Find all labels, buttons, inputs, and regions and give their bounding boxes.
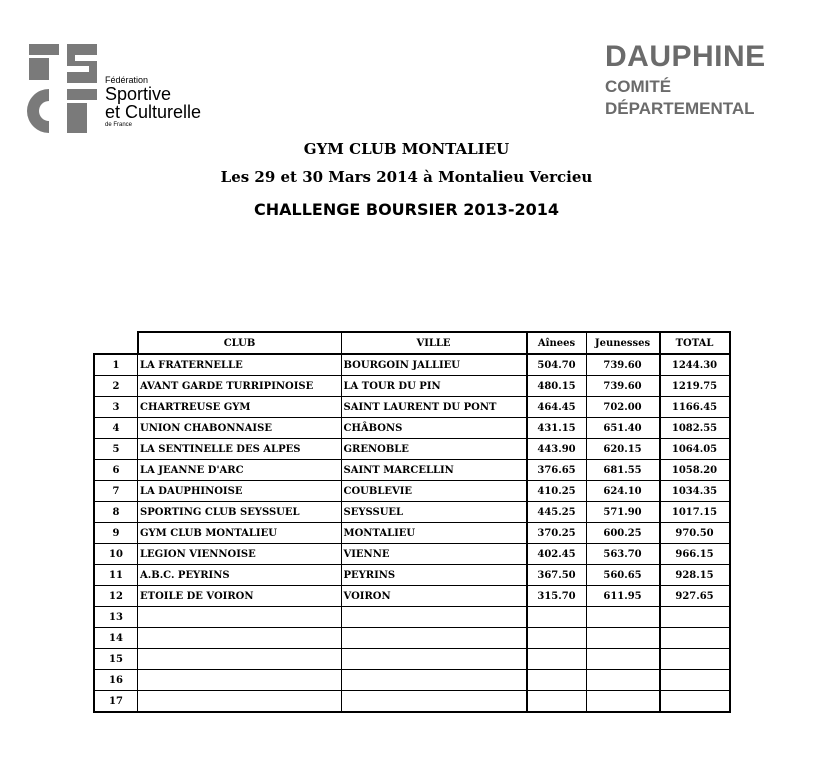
dauphine-departemental: DÉPARTEMENTAL [605, 99, 755, 118]
ainees-cell: 464.45 [527, 397, 587, 418]
rank-cell: 9 [94, 523, 138, 544]
jeunesses-cell [586, 649, 660, 670]
rank-cell: 16 [94, 670, 138, 691]
ainees-cell [527, 649, 587, 670]
ainees-cell: 431.15 [527, 418, 587, 439]
club-cell: ETOILE DE VOIRON [138, 586, 342, 607]
results-table [93, 331, 731, 713]
total-cell: 970.50 [660, 523, 730, 544]
total-cell: 1219.75 [660, 376, 730, 397]
rank-cell: 1 [94, 354, 138, 376]
logo-line-culturelle: et Culturelle [105, 102, 202, 122]
jeunesses-cell: 563.70 [586, 544, 660, 565]
challenge-title: CHALLENGE BOURSIER 2013-2014 [254, 200, 559, 219]
header-ainees: Aînees [527, 332, 587, 354]
ville-cell: MONTALIEU [341, 523, 527, 544]
ville-cell: SEYSSUEL [341, 502, 527, 523]
rank-cell: 8 [94, 502, 138, 523]
ville-cell: CHÂBONS [341, 418, 527, 439]
total-cell: 1034.35 [660, 481, 730, 502]
rank-cell: 2 [94, 376, 138, 397]
rank-cell: 10 [94, 544, 138, 565]
total-cell [660, 670, 730, 691]
jeunesses-cell [586, 628, 660, 649]
club-cell: AVANT GARDE TURRIPINOISE [138, 376, 342, 397]
fscf-logo [27, 42, 227, 134]
ville-cell: VOIRON [341, 586, 527, 607]
total-cell: 1017.15 [660, 502, 730, 523]
ainees-cell: 410.25 [527, 481, 587, 502]
table-row [94, 376, 730, 397]
ville-cell [341, 607, 527, 628]
table-row [94, 523, 730, 544]
jeunesses-cell: 620.15 [586, 439, 660, 460]
total-cell: 1244.30 [660, 354, 730, 376]
jeunesses-cell: 611.95 [586, 586, 660, 607]
header-club: CLUB [138, 332, 342, 354]
table-row [94, 586, 730, 607]
table-row [94, 418, 730, 439]
total-cell: 1166.45 [660, 397, 730, 418]
event-date: Les 29 et 30 Mars 2014 à Montalieu Vercieu [220, 168, 593, 186]
ainees-cell: 402.45 [527, 544, 587, 565]
ainees-cell: 443.90 [527, 439, 587, 460]
rank-cell: 15 [94, 649, 138, 670]
ainees-cell [527, 628, 587, 649]
ville-cell: SAINT MARCELLIN [341, 460, 527, 481]
jeunesses-cell: 702.00 [586, 397, 660, 418]
ainees-cell: 445.25 [527, 502, 587, 523]
rank-cell: 4 [94, 418, 138, 439]
ville-cell: PEYRINS [341, 565, 527, 586]
table-row [94, 670, 730, 691]
ainees-cell: 315.70 [527, 586, 587, 607]
ainees-cell [527, 691, 587, 713]
jeunesses-cell [586, 670, 660, 691]
club-cell [138, 649, 342, 670]
rank-cell: 5 [94, 439, 138, 460]
total-cell [660, 628, 730, 649]
logo-line-de-france: de France [105, 122, 133, 128]
jeunesses-cell: 651.40 [586, 418, 660, 439]
header-jeunesses: Jeunesses [586, 332, 660, 354]
dauphine-title: DAUPHINE [605, 40, 766, 73]
total-cell [660, 649, 730, 670]
ville-cell [341, 691, 527, 713]
ainees-cell: 376.65 [527, 460, 587, 481]
rank-cell: 11 [94, 565, 138, 586]
jeunesses-cell [586, 691, 660, 713]
total-cell [660, 691, 730, 713]
jeunesses-cell: 739.60 [586, 354, 660, 376]
ville-cell: SAINT LAURENT DU PONT [341, 397, 527, 418]
total-cell: 1058.20 [660, 460, 730, 481]
club-cell: A.B.C. PEYRINS [138, 565, 342, 586]
total-cell: 928.15 [660, 565, 730, 586]
ville-cell: LA TOUR DU PIN [341, 376, 527, 397]
ville-cell: COUBLEVIE [341, 481, 527, 502]
club-cell [138, 607, 342, 628]
ville-cell: VIENNE [341, 544, 527, 565]
jeunesses-cell: 739.60 [586, 376, 660, 397]
page-title: GYM CLUB MONTALIEU [303, 140, 510, 158]
rank-cell: 14 [94, 628, 138, 649]
table-row [94, 481, 730, 502]
rank-cell: 12 [94, 586, 138, 607]
ainees-cell [527, 607, 587, 628]
jeunesses-cell: 571.90 [586, 502, 660, 523]
club-cell [138, 670, 342, 691]
ainees-cell: 370.25 [527, 523, 587, 544]
ville-cell [341, 670, 527, 691]
club-cell [138, 691, 342, 713]
jeunesses-cell: 600.25 [586, 523, 660, 544]
logo-line-federation: Fédération [105, 75, 149, 85]
rank-cell: 6 [94, 460, 138, 481]
header-ville: VILLE [341, 332, 527, 354]
table-row [94, 628, 730, 649]
club-cell [138, 628, 342, 649]
total-cell: 1064.05 [660, 439, 730, 460]
rank-cell: 17 [94, 691, 138, 713]
fscf-logo-mark-icon [27, 42, 102, 134]
ainees-cell: 504.70 [527, 354, 587, 376]
table-row [94, 354, 730, 376]
ville-cell: GRENOBLE [341, 439, 527, 460]
header-rank [94, 332, 138, 354]
total-cell: 966.15 [660, 544, 730, 565]
table-row [94, 691, 730, 713]
ville-cell: BOURGOIN JALLIEU [341, 354, 527, 376]
club-cell: LA SENTINELLE DES ALPES [138, 439, 342, 460]
table-row [94, 649, 730, 670]
table-row [94, 439, 730, 460]
rank-cell: 7 [94, 481, 138, 502]
ainees-cell: 480.15 [527, 376, 587, 397]
table-row [94, 544, 730, 565]
club-cell: UNION CHABONNAISE [138, 418, 342, 439]
table-header-row [94, 332, 730, 354]
rank-cell: 13 [94, 607, 138, 628]
jeunesses-cell [586, 607, 660, 628]
club-cell: LA DAUPHINOISE [138, 481, 342, 502]
total-cell: 1082.55 [660, 418, 730, 439]
ainees-cell [527, 670, 587, 691]
club-cell: LA FRATERNELLE [138, 354, 342, 376]
dauphine-logo [605, 42, 766, 117]
total-cell [660, 607, 730, 628]
table-row [94, 565, 730, 586]
club-cell: LEGION VIENNOISE [138, 544, 342, 565]
dauphine-comite: COMITÉ [605, 77, 672, 96]
club-cell: LA JEANNE D'ARC [138, 460, 342, 481]
jeunesses-cell: 560.65 [586, 565, 660, 586]
club-cell: GYM CLUB MONTALIEU [138, 523, 342, 544]
rank-cell: 3 [94, 397, 138, 418]
ainees-cell: 367.50 [527, 565, 587, 586]
club-cell: SPORTING CLUB SEYSSUEL [138, 502, 342, 523]
table-row [94, 397, 730, 418]
jeunesses-cell: 624.10 [586, 481, 660, 502]
ville-cell [341, 649, 527, 670]
header-total: TOTAL [660, 332, 730, 354]
logo-line-sportive: Sportive [105, 84, 172, 104]
table-row [94, 502, 730, 523]
club-cell: CHARTREUSE GYM [138, 397, 342, 418]
fscf-logo-text [105, 76, 201, 128]
total-cell: 927.65 [660, 586, 730, 607]
table-row [94, 607, 730, 628]
table-row [94, 460, 730, 481]
ville-cell [341, 628, 527, 649]
jeunesses-cell: 681.55 [586, 460, 660, 481]
